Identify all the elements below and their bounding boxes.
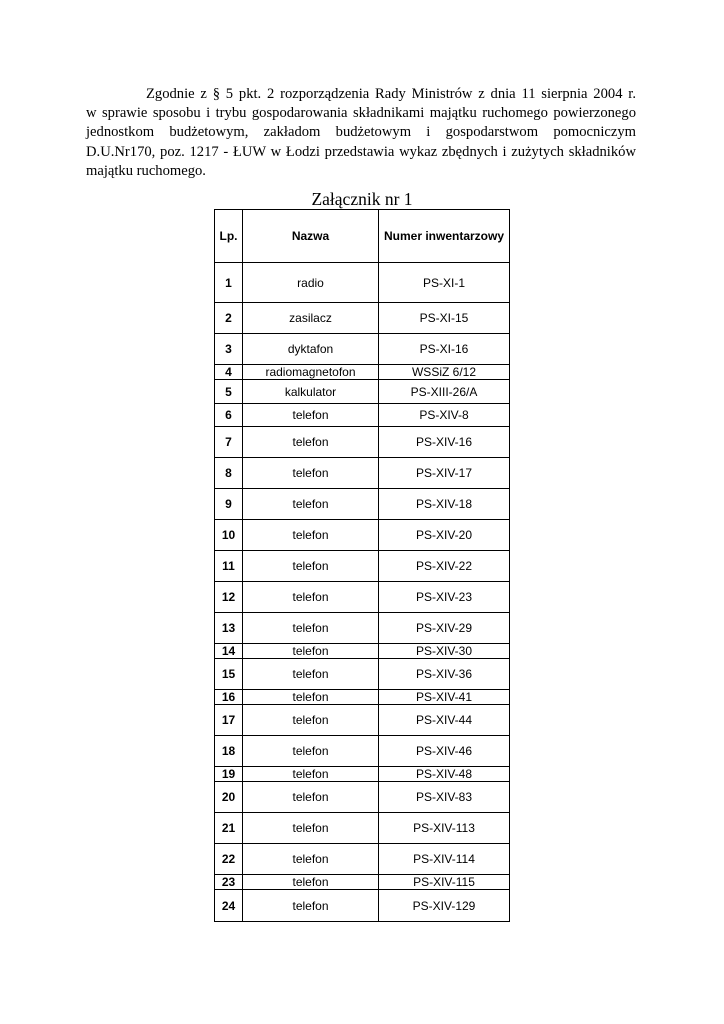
cell-lp: 11 — [215, 551, 243, 582]
cell-inventory: PS-XI-1 — [379, 263, 510, 303]
cell-lp: 10 — [215, 520, 243, 551]
cell-name: telefon — [243, 690, 379, 705]
cell-name: telefon — [243, 551, 379, 582]
cell-inventory: PS-XIV-83 — [379, 782, 510, 813]
cell-lp: 1 — [215, 263, 243, 303]
table-row — [215, 844, 510, 875]
cell-name: telefon — [243, 644, 379, 659]
cell-name: telefon — [243, 489, 379, 520]
cell-inventory: PS-XIV-115 — [379, 875, 510, 890]
cell-lp: 9 — [215, 489, 243, 520]
intro-line: D.U.Nr170, poz. 1217 - ŁUW w Łodzi przedstawia wykaz zbędnych i zużytych składników — [86, 143, 636, 160]
table-row — [215, 582, 510, 613]
cell-name: telefon — [243, 404, 379, 427]
cell-name: telefon — [243, 736, 379, 767]
cell-name: kalkulator — [243, 380, 379, 404]
cell-name: telefon — [243, 458, 379, 489]
table-row — [215, 365, 510, 380]
table-row — [215, 736, 510, 767]
header-lp: Lp. — [215, 210, 243, 263]
cell-inventory: PS-XIV-46 — [379, 736, 510, 767]
cell-inventory: PS-XIV-16 — [379, 427, 510, 458]
table-row — [215, 551, 510, 582]
cell-lp: 3 — [215, 334, 243, 365]
cell-lp: 13 — [215, 613, 243, 644]
table-row — [215, 427, 510, 458]
table-row — [215, 767, 510, 782]
cell-lp: 22 — [215, 844, 243, 875]
header-inventory: Numer inwentarzowy — [379, 210, 510, 263]
cell-name: telefon — [243, 705, 379, 736]
cell-lp: 23 — [215, 875, 243, 890]
cell-inventory: PS-XIV-114 — [379, 844, 510, 875]
table-body — [215, 263, 510, 922]
cell-lp: 6 — [215, 404, 243, 427]
table-row — [215, 659, 510, 690]
cell-lp: 2 — [215, 303, 243, 334]
cell-name: telefon — [243, 782, 379, 813]
cell-inventory: PS-XIV-113 — [379, 813, 510, 844]
table-row — [215, 263, 510, 303]
table-header-row — [215, 210, 510, 263]
cell-lp: 21 — [215, 813, 243, 844]
table-row — [215, 875, 510, 890]
cell-inventory: PS-XIII-26/A — [379, 380, 510, 404]
cell-lp: 16 — [215, 690, 243, 705]
table-row — [215, 690, 510, 705]
cell-inventory: PS-XIV-17 — [379, 458, 510, 489]
cell-inventory: PS-XIV-36 — [379, 659, 510, 690]
cell-lp: 7 — [215, 427, 243, 458]
cell-lp: 19 — [215, 767, 243, 782]
cell-name: telefon — [243, 427, 379, 458]
cell-name: telefon — [243, 890, 379, 922]
table-row — [215, 380, 510, 404]
cell-inventory: PS-XIV-29 — [379, 613, 510, 644]
cell-name: telefon — [243, 613, 379, 644]
table-row — [215, 890, 510, 922]
table-row — [215, 705, 510, 736]
table-row — [215, 782, 510, 813]
cell-inventory: PS-XIV-48 — [379, 767, 510, 782]
cell-name: radiomagnetofon — [243, 365, 379, 380]
table-row — [215, 520, 510, 551]
intro-paragraph — [86, 85, 636, 181]
cell-inventory: WSSiZ 6/12 — [379, 365, 510, 380]
cell-inventory: PS-XIV-20 — [379, 520, 510, 551]
table-row — [215, 813, 510, 844]
table-row — [215, 334, 510, 365]
cell-lp: 5 — [215, 380, 243, 404]
cell-inventory: PS-XI-16 — [379, 334, 510, 365]
cell-lp: 17 — [215, 705, 243, 736]
cell-name: telefon — [243, 582, 379, 613]
cell-inventory: PS-XIV-30 — [379, 644, 510, 659]
cell-name: telefon — [243, 875, 379, 890]
intro-line: jednostkom budżetowym, zakładom budżetowym i gospodarstwom pomocniczym — [86, 124, 636, 141]
cell-name: telefon — [243, 520, 379, 551]
table-row — [215, 303, 510, 334]
cell-name: radio — [243, 263, 379, 303]
header-name: Nazwa — [243, 210, 379, 263]
intro-line: Zgodnie z § 5 pkt. 2 rozporządzenia Rady Ministrów z dnia 11 sierpnia 2004 r. — [146, 86, 636, 102]
table-row — [215, 644, 510, 659]
table-row — [215, 613, 510, 644]
cell-inventory: PS-XIV-8 — [379, 404, 510, 427]
cell-lp: 8 — [215, 458, 243, 489]
cell-lp: 4 — [215, 365, 243, 380]
cell-name: zasilacz — [243, 303, 379, 334]
attachment-caption-text: Załącznik nr 1 — [311, 189, 413, 209]
table-row — [215, 458, 510, 489]
cell-lp: 14 — [215, 644, 243, 659]
cell-name: dyktafon — [243, 334, 379, 365]
cell-inventory: PS-XI-15 — [379, 303, 510, 334]
cell-lp: 12 — [215, 582, 243, 613]
attachment-caption — [0, 189, 724, 210]
cell-name: telefon — [243, 659, 379, 690]
cell-name: telefon — [243, 844, 379, 875]
inventory-table — [214, 209, 510, 922]
cell-inventory: PS-XIV-22 — [379, 551, 510, 582]
cell-name: telefon — [243, 767, 379, 782]
intro-line: majątku ruchomego. — [86, 162, 206, 179]
cell-lp: 24 — [215, 890, 243, 922]
table-row — [215, 404, 510, 427]
cell-inventory: PS-XIV-18 — [379, 489, 510, 520]
cell-inventory: PS-XIV-41 — [379, 690, 510, 705]
cell-name: telefon — [243, 813, 379, 844]
table-row — [215, 489, 510, 520]
cell-inventory: PS-XIV-44 — [379, 705, 510, 736]
cell-inventory: PS-XIV-23 — [379, 582, 510, 613]
cell-lp: 15 — [215, 659, 243, 690]
cell-lp: 20 — [215, 782, 243, 813]
cell-inventory: PS-XIV-129 — [379, 890, 510, 922]
cell-lp: 18 — [215, 736, 243, 767]
intro-line: w sprawie sposobu i trybu gospodarowania składnikami majątku ruchomego powierzonego — [86, 105, 636, 122]
